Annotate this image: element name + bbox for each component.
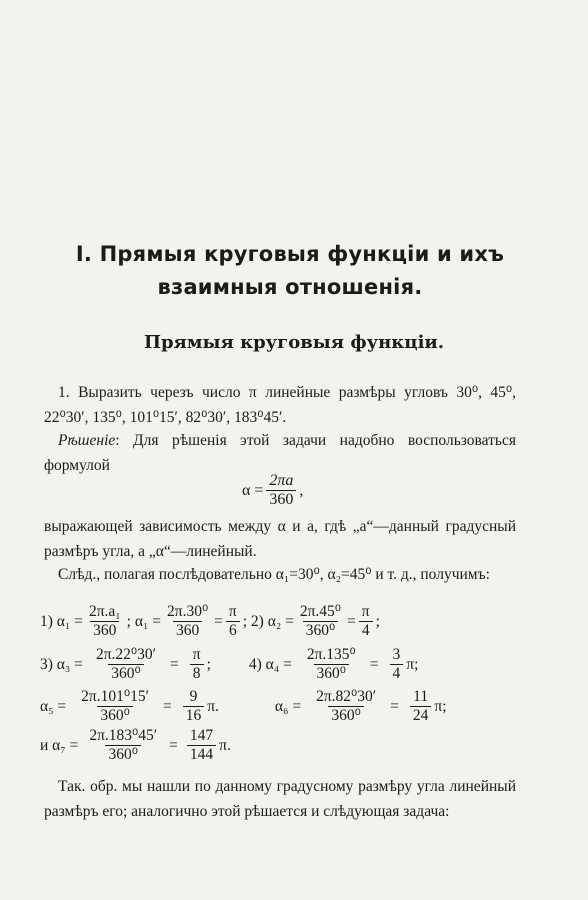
eq-numerator: 2π.30⁰ [167,603,209,620]
eq-denominator: 6 [226,621,240,640]
eq-fraction [390,646,404,683]
eq-denominator: 360⁰ [303,621,338,640]
eq-fraction [164,603,211,640]
eq-text: 4) α₄ = [248,655,292,673]
eq-denominator: 360⁰ [328,706,363,725]
formula-tail: , [299,481,304,499]
eq-numerator: π [228,603,237,620]
eq-denominator: 8 [190,664,204,683]
eq-text: ; [206,655,211,673]
equation-row-2 [40,646,418,683]
eq-numerator: 9 [189,688,198,705]
sequence-intro: Слѣд., полагая послѣдовательно α₁=30⁰, α₂=45⁰ и т. д., получимъ: [58,566,490,583]
eq-text: α₅ = [40,697,67,715]
eq-numerator: π [361,603,370,620]
eq-denominator: 16 [183,706,205,725]
eq-text: = [169,736,178,754]
eq-text: ; α₁ = [126,612,161,630]
eq-numerator: 2π.183⁰45′ [89,727,158,744]
eq-fraction [78,688,152,725]
eq-numerator: 2π.45⁰ [299,603,342,620]
solution-label: Рѣшеніе [58,432,116,449]
equation-row-3 [40,688,447,725]
equation-row-4 [40,727,231,764]
eq-denominator: 360⁰ [314,664,349,683]
eq-text: = [170,655,179,673]
equation-row-1 [40,603,380,640]
eq-numerator: 2π.22⁰30′ [95,646,156,663]
chapter-title: I. Прямыя круговыя функціи и ихъ взаимныя отношенія. [75,242,505,299]
problem-statement: 1. Выразить черезъ число π линейные размѣры угловъ 30⁰, 45⁰, 22⁰30′, 135⁰, 101⁰15′, 82⁰30′, 183⁰45′. [44,384,516,426]
eq-text: = [162,697,172,715]
eq-text: = [347,612,356,630]
main-formula [242,472,303,509]
eq-text: π. [207,697,219,715]
eq-denominator: 360 [173,621,202,640]
eq-denominator: 4 [390,664,404,683]
formula-fraction [266,472,296,509]
eq-text: = [390,697,399,715]
eq-denominator: 360 [90,621,119,640]
eq-denominator: 360⁰ [108,664,143,683]
eq-numerator: 147 [189,727,214,744]
eq-numerator: 2π.135⁰ [306,646,356,663]
eq-text: = [369,655,379,673]
solution-paragraph [44,428,516,478]
eq-numerator: 3 [392,646,401,663]
conclusion-paragraph: Так. обр. мы нашли по данному градусному размѣру угла линейный размѣръ его; аналогично этой рѣшается и слѣдующая задача: [44,778,516,820]
formula-lhs: α = [242,481,264,499]
eq-text: = [214,612,223,630]
eq-fraction [187,727,216,764]
section-title: Прямыя круговыя функціи. [143,332,445,353]
eq-text: ; 2) α₂ = [242,612,294,630]
eq-denominator: 144 [187,745,216,764]
eq-numerator: 2π.82⁰30′ [316,688,377,705]
eq-numerator: 2π.101⁰15′ [81,688,149,705]
eq-text: 3) α₃ = [40,655,83,673]
eq-denominator: 360⁰ [97,706,132,725]
eq-fraction [226,603,240,640]
eq-text: α₆ = [274,697,302,715]
eq-fraction [190,646,204,683]
eq-text: и α₇ = [40,736,79,754]
eq-fraction [359,603,373,640]
formula-denominator: 360 [266,490,296,509]
solution-text: : Для рѣшенія этой задачи надобно воспользоваться формулой [44,432,516,474]
eq-numerator: 2π.a₁ [88,603,121,620]
eq-fraction [86,603,124,640]
eq-denominator: 4 [359,621,373,640]
eq-fraction [93,646,159,683]
eq-fraction [297,603,344,640]
eq-fraction [86,727,160,764]
eq-fraction [410,688,432,725]
eq-text: π; [434,697,447,715]
eq-denominator: 24 [410,706,432,725]
eq-fraction [183,688,205,725]
eq-denominator: 360⁰ [105,745,140,764]
eq-text: 1) α₁ = [40,612,83,630]
eq-text: ; [375,612,380,630]
eq-numerator: 11 [413,688,429,705]
formula-numerator: 2πa [269,472,294,489]
formula-explanation: выражающей зависимость между α и a, гдѣ „a“—данный градусный размѣръ угла, а „α“—линейный. [44,518,516,560]
eq-fraction [313,688,379,725]
eq-fraction [304,646,359,683]
eq-text: π. [219,736,231,754]
eq-text: π; [406,655,419,673]
eq-numerator: π [192,646,201,663]
